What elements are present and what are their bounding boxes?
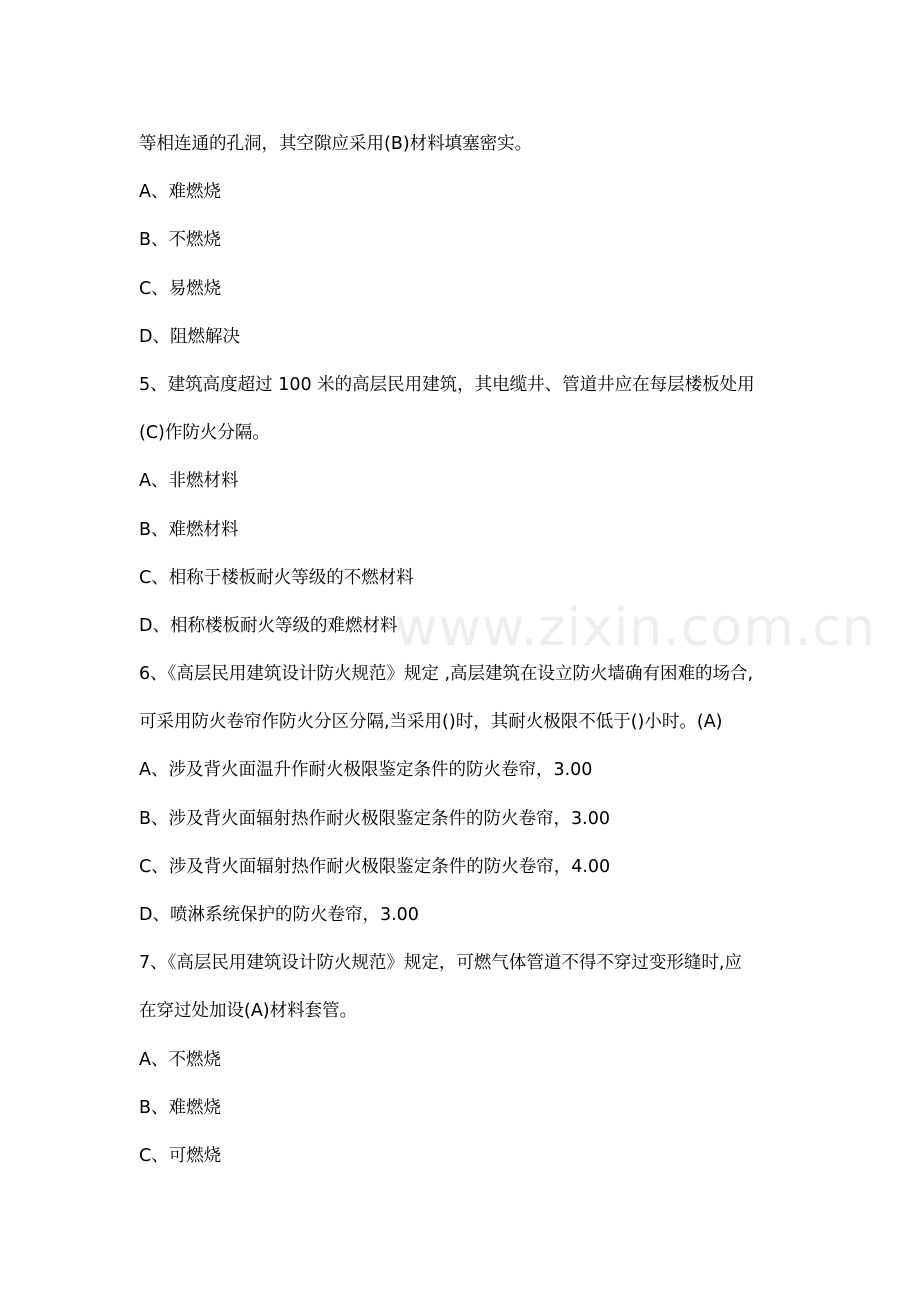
option-line: B、难燃材料 xyxy=(139,519,239,540)
option-line: B、涉及背火面辐射热作耐火极限鉴定条件的防火卷帘，3.00 xyxy=(139,808,610,829)
option-line: A、难燃烧 xyxy=(139,182,221,203)
document-body xyxy=(139,120,799,1180)
option-line: A、不燃烧 xyxy=(139,1049,221,1070)
question-line: 在穿过处加设(A)材料套管。 xyxy=(139,1001,358,1022)
option-line: D、相称楼板耐火等级的难燃材料 xyxy=(139,615,398,636)
option-line: C、相称于楼板耐火等级的不燃材料 xyxy=(139,567,414,588)
option-line: B、不燃烧 xyxy=(139,230,222,251)
option-line: D、喷淋系统保护的防火卷帘，3.00 xyxy=(139,905,419,925)
question-line: 6、《高层民用建筑设计防火规范》规定 ,高层建筑在设立防火墙确有困难的场合, xyxy=(139,664,754,685)
question-line: 5、建筑高度超过 100 米的高层民用建筑，其电缆井、管道井应在每层楼板处用 xyxy=(139,374,755,395)
option-line: D、阻燃解决 xyxy=(139,326,240,347)
watermark: www.zixin.com.cn xyxy=(395,598,876,658)
option-line: C、易燃烧 xyxy=(139,278,222,299)
option-line: A、非燃材料 xyxy=(139,471,239,492)
option-line: C、涉及背火面辐射热作耐火极限鉴定条件的防火卷帘，4.00 xyxy=(139,856,611,877)
option-line: A、涉及背火面温升作耐火极限鉴定条件的防火卷帘，3.00 xyxy=(139,760,593,781)
option-line: C、可燃烧 xyxy=(139,1145,222,1166)
question-line: 7、《高层民用建筑设计防火规范》规定，可燃气体管道不得不穿过变形缝时,应 xyxy=(139,953,742,974)
question-line: 可采用防火卷帘作防火分区分隔,当采用()时，其耐火极限不低于()小时。(A) xyxy=(139,712,723,733)
text-line: 等相连通的孔洞，其空隙应采用(B)材料填塞密实。 xyxy=(139,134,533,154)
option-line: B、难燃烧 xyxy=(139,1097,222,1118)
question-line: (C)作防火分隔。 xyxy=(139,423,270,444)
